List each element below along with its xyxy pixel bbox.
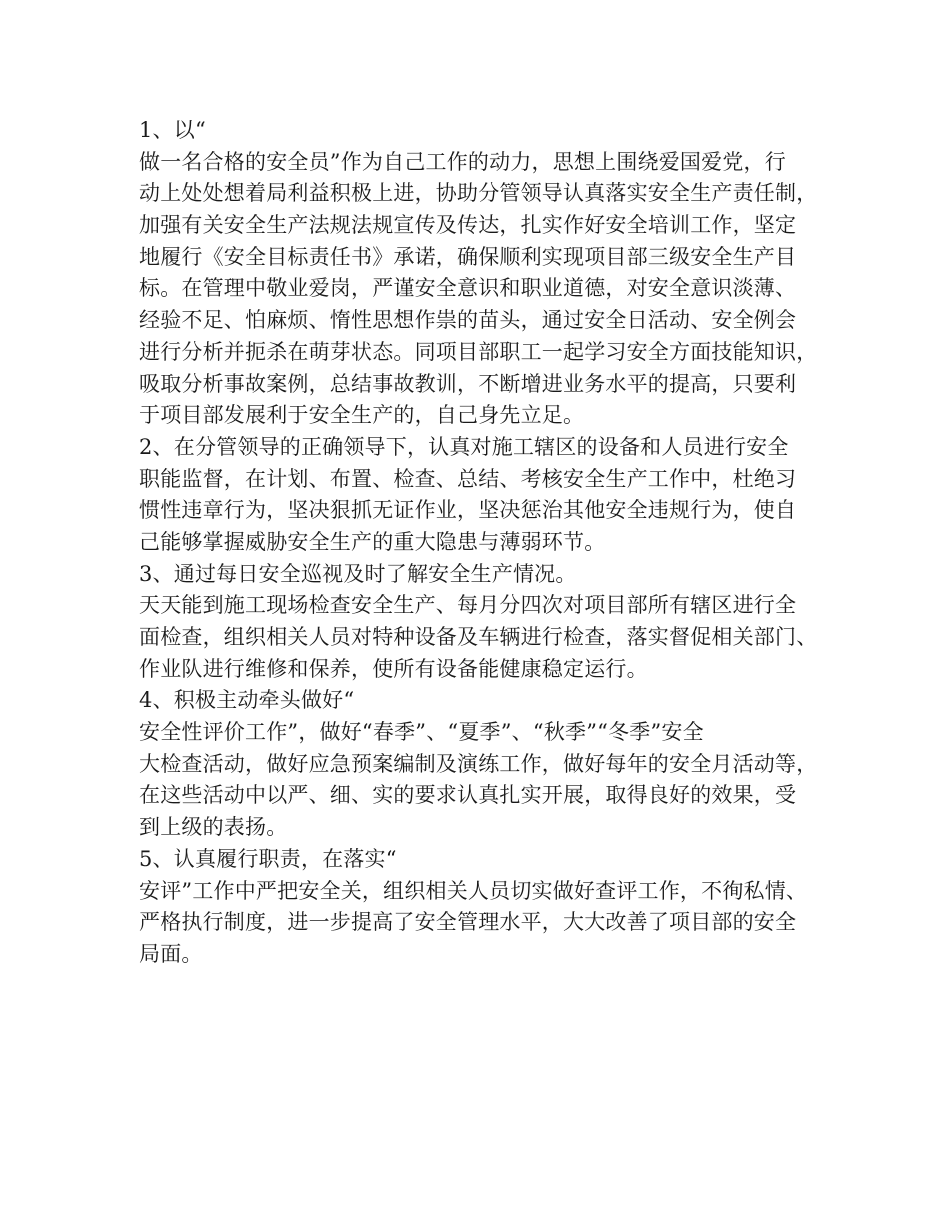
text-line: 5、认真履行职责，在落实“	[139, 846, 397, 871]
text-line: 安评”工作中严把安全关，组织相关人员切实做好查评工作，不徇私情、	[139, 878, 808, 903]
text-line: 1、以“	[139, 118, 206, 142]
text-line: 安全性评价工作”，做好“春季”、“夏季”、“秋季”“冬季”安全	[139, 720, 704, 745]
text-line: 2、在分管领导的正确领导下，认真对施工辖区的设备和人员进行安全	[139, 434, 789, 459]
text-line: 在这些活动中以严、细、实的要求认真扎实开展，取得良好的效果，受	[139, 783, 797, 808]
text-line: 职能监督，在计划、布置、检查、总结、考核安全生产工作中，杜绝习	[139, 466, 797, 491]
text-line: 做一名合格的安全员”作为自己工作的动力，思想上围绕爱国爱党，行	[139, 149, 786, 174]
text-line: 标。在管理中敬业爱岗，严谨安全意识和职业道德，对安全意识淡薄、	[139, 276, 797, 301]
body-text	[139, 115, 829, 971]
text-line: 加强有关安全生产法规法规宣传及传达，扎实作好安全培训工作，坚定	[139, 213, 797, 238]
text-line: 3、通过每日安全巡视及时了解安全生产情况。	[139, 561, 577, 586]
text-line: 局面。	[139, 941, 203, 966]
text-line: 面检查，组织相关人员对特种设备及车辆进行检查，落实督促相关部门、	[139, 625, 818, 649]
text-line: 严格执行制度，进一步提高了安全管理水平，大大改善了项目部的安全	[139, 910, 797, 935]
text-line: 于项目部发展利于安全生产的，自己身先立足。	[139, 403, 585, 428]
text-line: 4、积极主动牵头做好“	[139, 688, 355, 713]
text-line: 作业队进行维修和保养，使所有设备能健康稳定运行。	[139, 656, 648, 681]
text-line: 动上处处想着局利益积极上进，协助分管领导认真落实安全生产责任制，	[139, 181, 818, 206]
text-line: 经验不足、怕麻烦、惰性思想作祟的苗头，通过安全日活动、安全例会	[139, 308, 797, 333]
text-line: 到上级的表扬。	[139, 815, 288, 840]
text-line: 大检查活动，做好应急预案编制及演练工作，做好每年的安全月活动等，	[139, 751, 818, 776]
text-line: 惯性违章行为，坚决狠抓无证作业，坚决惩治其他安全违规行为，使自	[139, 498, 797, 523]
text-line: 己能够掌握威胁安全生产的重大隐患与薄弱环节。	[139, 529, 606, 554]
text-line: 进行分析并扼杀在萌芽状态。同项目部职工一起学习安全方面技能知识，	[139, 339, 818, 364]
text-line: 吸取分析事故案例，总结事故教训，不断增进业务水平的提高，只要利	[139, 371, 797, 396]
text-line: 天天能到施工现场检查安全生产、每月分四次对项目部所有辖区进行全	[139, 593, 797, 618]
text-line: 地履行《安全目标责任书》承诺，确保顺利实现项目部三级安全生产目	[139, 244, 797, 269]
